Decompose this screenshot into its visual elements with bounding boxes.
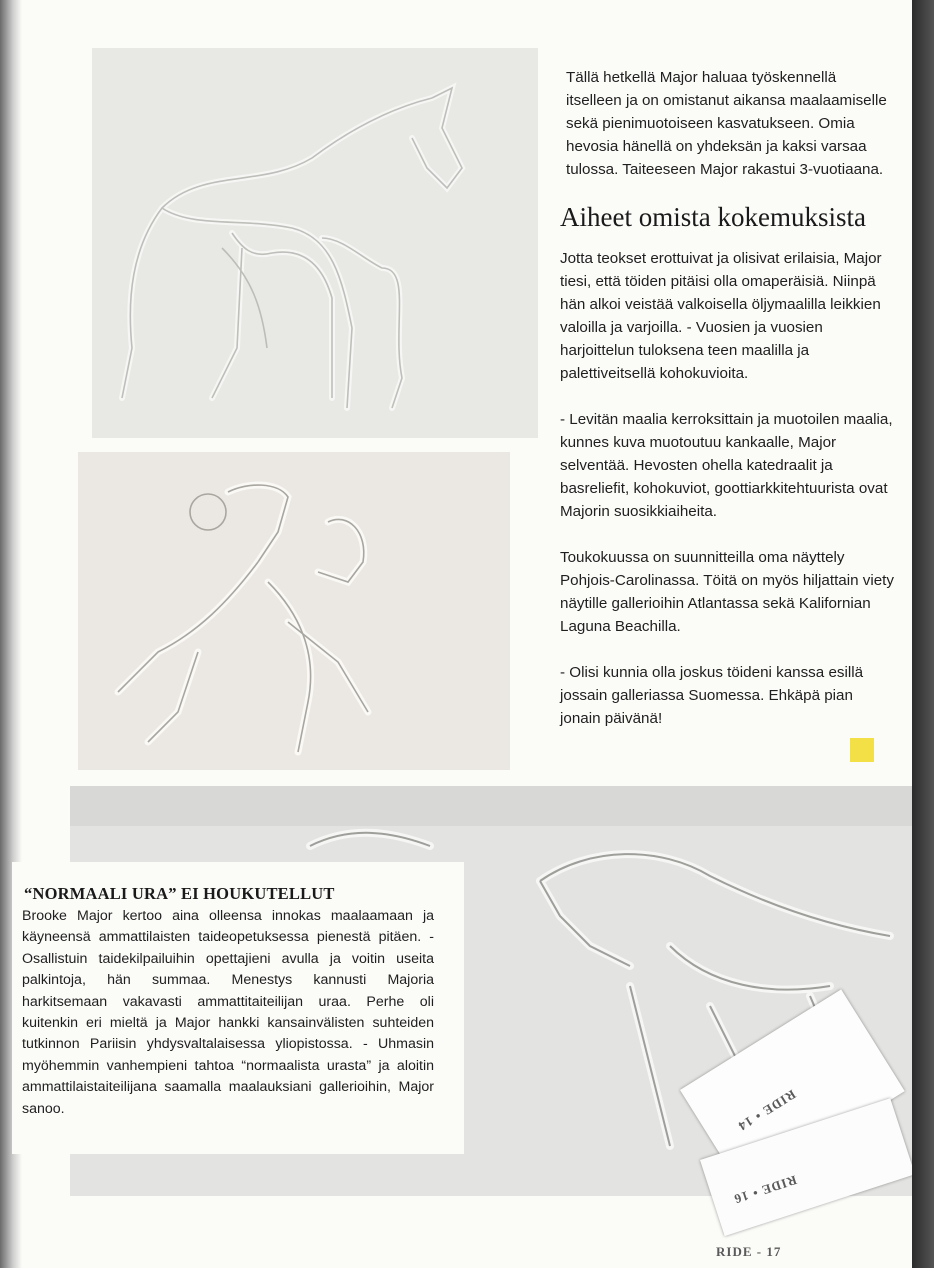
adjacent-page-edge <box>912 0 934 1268</box>
page-number-label: RIDE • 14 <box>735 1086 799 1135</box>
paragraph: - Olisi kunnia olla joskus töideni kanssa esillä jossain galleriassa Suomessa. Ehkäpä pian jonain päivänä! <box>560 664 864 727</box>
paragraph: Jotta teokset erottuivat ja olisivat erilaisia, Major tiesi, että töiden pitäisi olla omaperäisiä. Niinpä hän alkoi veistää valkoisella öljymaalilla leikkien valoilla ja varjoilla. - Vuosien ja vuosien harjoittelun tuloksena teen maalilla ja palettiveitsellä kohokuvioita. <box>560 250 882 382</box>
paragraph: Toukokuussa on suunnitteilla oma näyttely Pohjois-Carolinassa. Töitä on myös hiljattain viety näytille gallerioihin Atlantassa sekä Kalifornian Laguna Beachilla. <box>560 549 894 635</box>
artwork-mare-and-foal <box>92 48 538 438</box>
article-right-column <box>566 66 896 204</box>
sidebar-body: Brooke Major kertoo aina olleensa innokas maalaamaan ja käyneensä ammattilaisten taideopetuksessa pienestä pitäen. - Osallistuin taidekilpailuihin opettajieni avulla ja voitin useita palkintoja, hän summaa. Menestys kannusti Majoria harkitsemaan vakavasti ammattitaiteilijan uraa. Perhe oli kuitenkin eri mieltä ja Major hankki kansainvälisten suhteiden tutkinnon Pariisin yhdysvaltalaisessa yliopistossa. - Uhmasin myöhemmin vanhempieni tahtoa “normaalista urasta” ja aloitin ammattilaistaiteilijana saamalla maalauksiani gallerioihin, Major sanoo. <box>22 908 434 1117</box>
rider-relief-image <box>78 452 510 770</box>
article-right-column-main <box>560 196 896 753</box>
mare-foal-relief-image <box>92 48 538 438</box>
artwork-rider-on-horse <box>78 452 510 770</box>
end-of-article-marker <box>850 738 874 762</box>
sidebar-box <box>12 862 464 1154</box>
paragraph: - Levitän maalia kerroksittain ja muotoilen maalia, kunnes kuva muotoutuu kankaalle, Major selventää. Hevosten ohella katedraalit ja basreliefit, kohokuviot, goottiarkkitehtuurista ovat Majorin suosikkiaiheita. <box>560 411 893 520</box>
page-number-label: RIDE - 17 <box>716 1244 782 1259</box>
sidebar-heading: “NORMAALI URA” EI HOUKUTELLUT <box>24 884 335 903</box>
section-heading: Aiheet omista kokemuksista <box>560 202 866 232</box>
intro-paragraph: Tällä hetkellä Major haluaa työskennellä itselleen ja on omistanut aikansa maalaamiselle sekä pienimuotoiseen kasvatukseen. Omia hevosia hänellä on yhdeksän ja kaksi varsaa tulossa. Taiteeseen Major rakastui 3-vuotiaana. <box>566 69 887 178</box>
page-number-label: RIDE • 16 <box>731 1172 799 1208</box>
